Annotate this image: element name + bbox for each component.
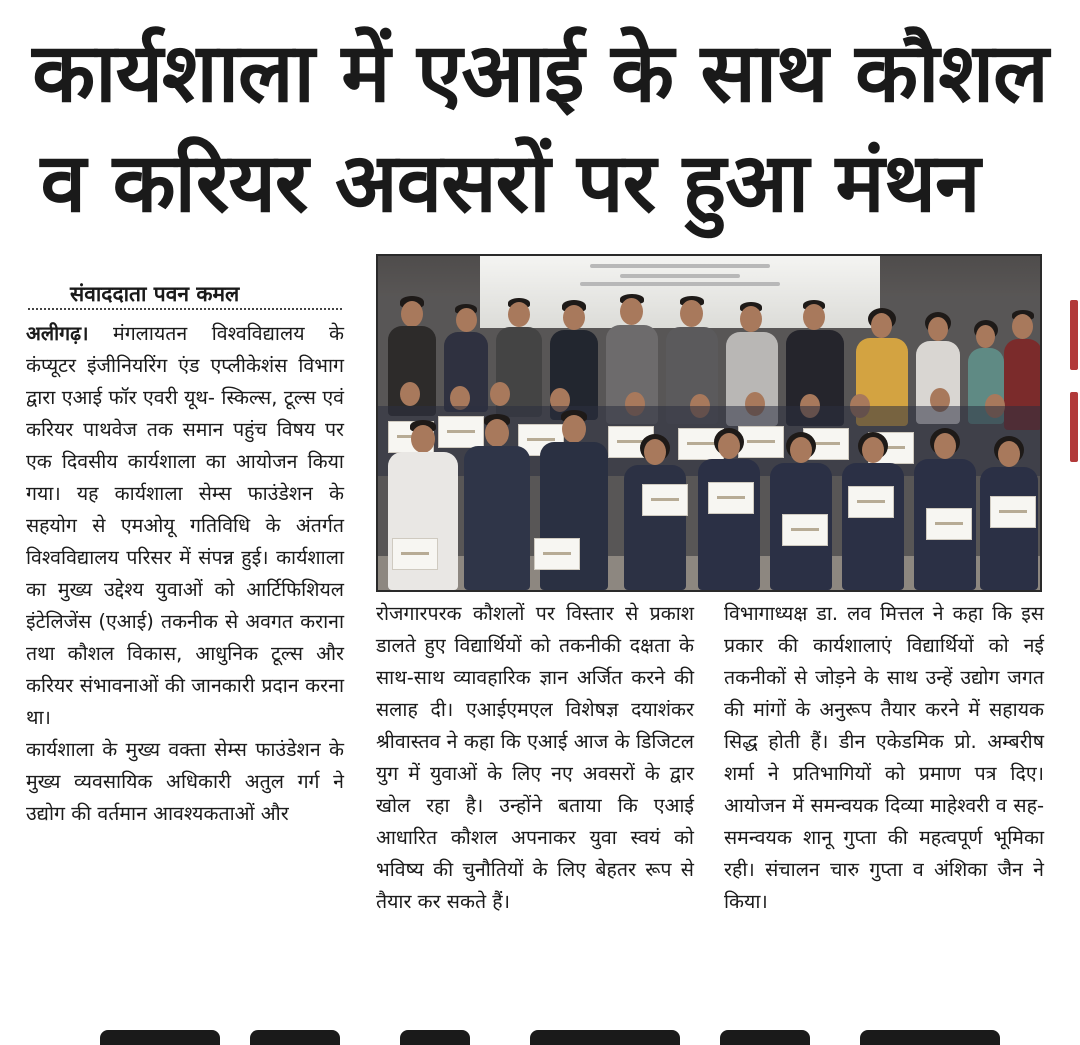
byline: संवाददाता पवन कमल (70, 282, 240, 306)
byline-divider (28, 308, 342, 310)
group-photo (376, 254, 1042, 592)
article-paragraph-1 (26, 318, 344, 734)
headline-line-1: कार्यशाला में एआई के साथ कौशल (32, 26, 1048, 121)
article-column-2: रोजगारपरक कौशलों पर विस्तार से प्रकाश डालते हुए विद्यार्थियों को तकनीकी दक्षता के साथ-साथ व्यावहारिक ज्ञान अर्जित करने की सलाह दी। एआईएमएल विशेषज्ञ दयाशंकर श्रीवास्तव ने कहा कि एआई आज के डिजिटल युग में युवाओं के लिए नए अवसरों के द्वार खोल रहा है। उन्होंने बताया कि एआई आधारित कौशल अपनाकर युवा स्वयं को भविष्य की चुनौतियों के लिए बेहतर रूप से तैयार कर सकते हैं। (376, 602, 694, 913)
article-paragraph-1-text: मंगलायतन विश्वविद्यालय के कंप्यूटर इंजीनियरिंग एंड एप्लीकेशंस विभाग द्वारा एआई फॉर एवरी यूथ- स्किल्स, टूल्स एवं करियर पाथवेज तक समान पहुंच विषय पर एक दिवसीय कार्यशाला का आयोजन किया गया। यह कार्यशाला सेम्स फाउंडेशन के सहयोग से एमओयू गतिविधि के अंतर्गत विश्वविद्यालय परिसर में संपन्न हुई। कार्यशाला का मुख्य उद्देश्य युवाओं को आर्टिफिशियल इंटेलिजेंस (एआई) तकनीक से अवगत कराना तथा कौशल विकास, आधुनिक टूल्स और करियर संभावनाओं की जानकारी प्रदान करना था। (26, 322, 344, 729)
headline-line-2: व करियर अवसरों पर हुआ मंथन (40, 136, 980, 231)
article-column-3: विभागाध्यक्ष डा. लव मित्तल ने कहा कि इस प्रकार की कार्यशालाएं विद्यार्थियों को नई तकनीकों से जोड़ने के साथ उन्हें उद्योग जगत की मांगों के अनुरूप तैयार करने में सहायक सिद्ध होती हैं। डीन एकेडमिक प्रो. अम्बरीष शर्मा ने प्रतिभागियों को प्रमाण पत्र दिए। आयोजन में समन्वयक दिव्या माहेश्वरी व सह-समन्वयक शानू गुप्ता की महत्वपूर्ण भूमिका रही। संचालन चारु गुप्ता व अंशिका जैन ने किया। (724, 602, 1044, 913)
article-column-1 (26, 318, 344, 830)
next-headline-fragment (0, 1030, 1080, 1045)
article-paragraph-2: कार्यशाला के मुख्य वक्ता सेम्स फाउंडेशन के मुख्य व्यवसायिक अधिकारी अतुल गर्ग ने उद्योग की वर्तमान आवश्यकताओं और (26, 738, 344, 825)
adjacent-article-edge (1066, 0, 1080, 1045)
dateline: अलीगढ़। (26, 322, 89, 345)
